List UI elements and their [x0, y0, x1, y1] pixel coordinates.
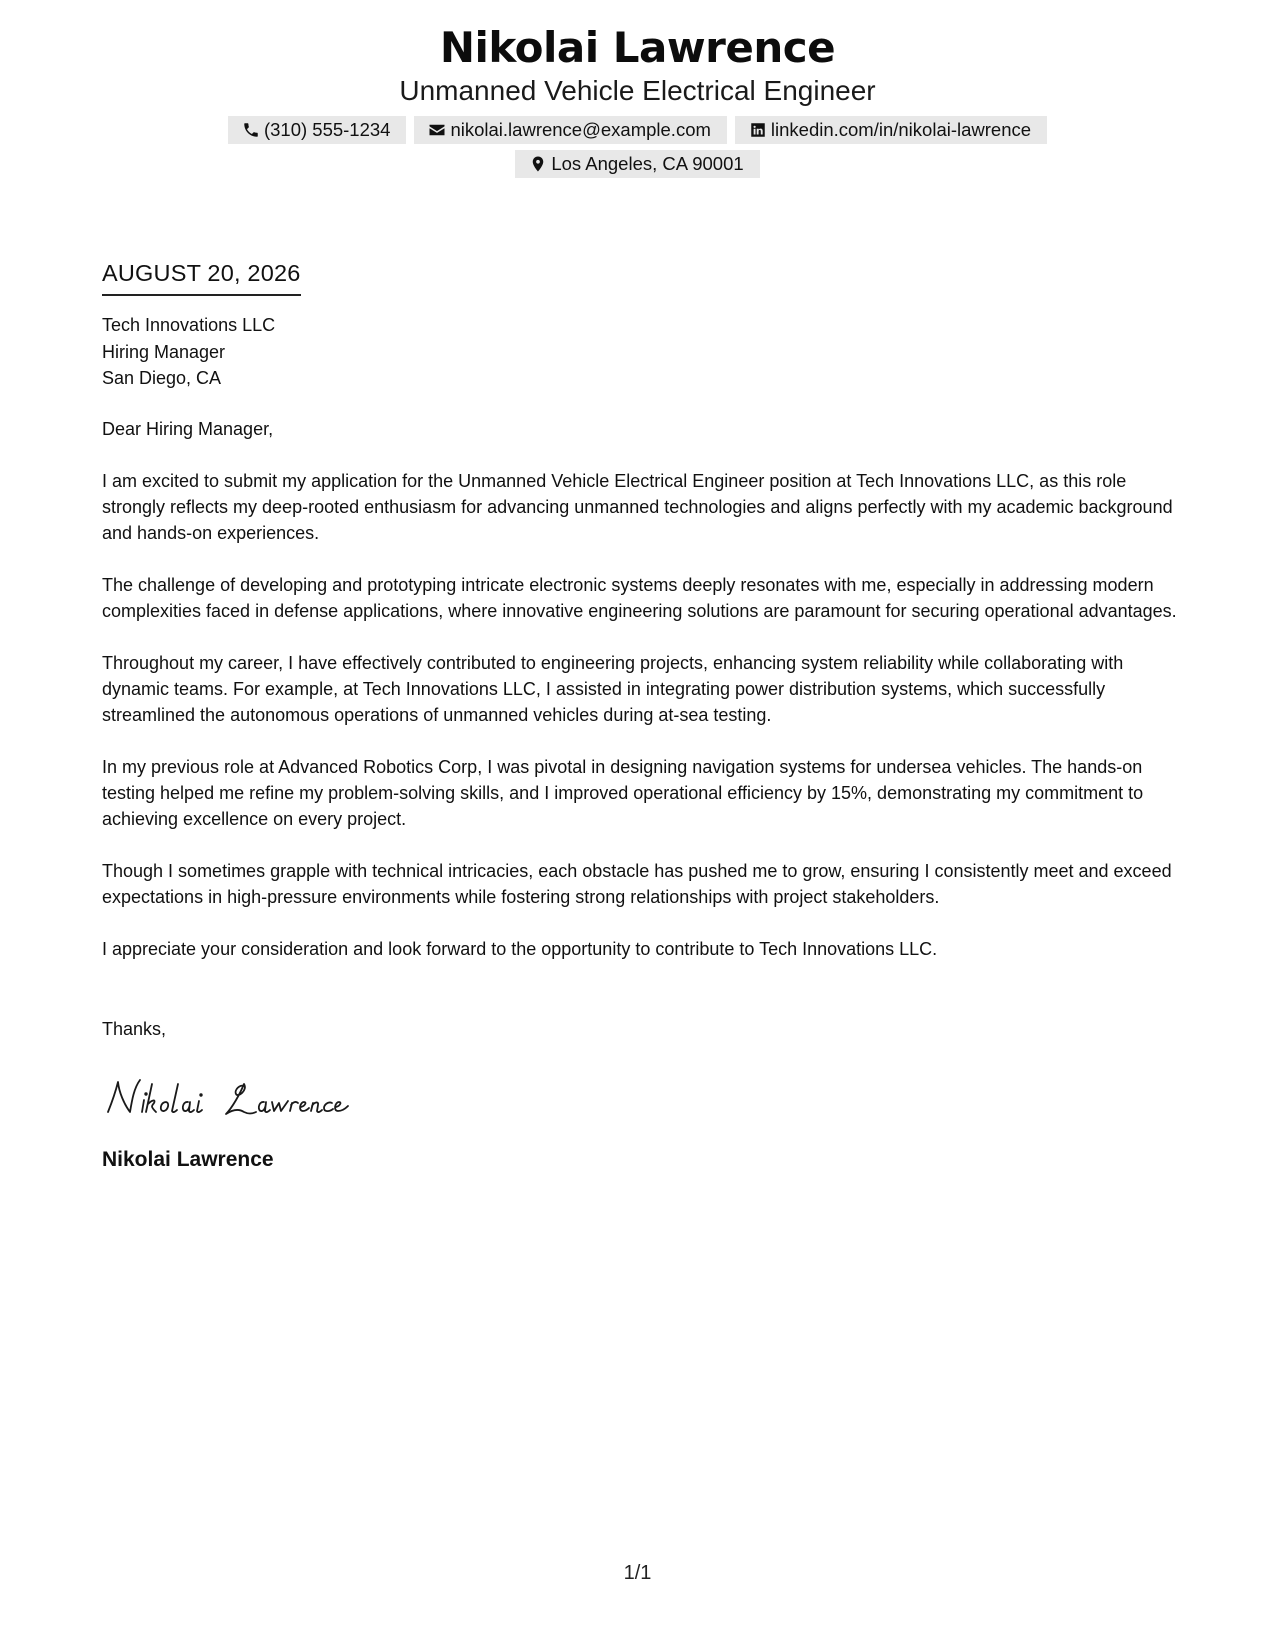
contact-linkedin[interactable] [735, 116, 1047, 144]
body-paragraph: Throughout my career, I have effectively contributed to engineering projects, enhancing system reliability while collaborating with dynamic teams. For example, at Tech Innovations LLC, I assisted in integrating power distribution systems, which successfully streamlined the autonomous operations of unmanned vehicles during at-sea testing. [102, 652, 1124, 725]
linkedin-text: linkedin.com/in/nikolai-lawrence [770, 119, 1032, 140]
email-text: nikolai.lawrence@example.com [450, 119, 711, 140]
body-paragraph: I am excited to submit my application for the Unmanned Vehicle Electrical Engineer position at Tech Innovations LLC, as this role strongly reflects my deep-rooted enthusiasm for advancing unmanned technologies and aligns perfectly with my academic background and hands-on experiences. [102, 470, 1173, 543]
signer-name: Nikolai Lawrence [102, 1147, 274, 1171]
contact-email[interactable] [414, 116, 726, 144]
contact-location [515, 150, 759, 178]
contact-bar [198, 116, 1078, 178]
letter-header [0, 22, 1275, 178]
body-paragraph: The challenge of developing and prototyping intricate electronic systems deeply resonates with me, especially in addressing modern complexities faced in defense applications, where innovative engineering solutions are paramount for securing operational advantages. [102, 574, 1177, 621]
contact-phone[interactable] [228, 116, 407, 144]
recipient-attention: Hiring Manager [102, 341, 226, 362]
map-pin-icon [529, 155, 547, 173]
phone-icon [242, 121, 260, 139]
applicant-name: Nikolai Lawrence [439, 23, 836, 72]
phone-text: (310) 555-1234 [263, 119, 391, 140]
handwritten-signature [102, 1072, 362, 1124]
body-paragraph: I appreciate your consideration and look forward to the opportunity to contribute to Tech Innovations LLC. [102, 938, 938, 959]
body-paragraph: Though I sometimes grapple with technical intricacies, each obstacle has pushed me to grow, ensuring I consistently meet and exceed expectations in high-pressure environments while fostering strong relationships with project stakeholders. [102, 860, 1172, 907]
recipient-block [102, 312, 1182, 392]
job-title: Unmanned Vehicle Electrical Engineer [399, 75, 876, 106]
letter-body [102, 258, 1182, 1174]
letter-date: AUGUST 20, 2026 [102, 258, 301, 296]
linkedin-icon [749, 121, 767, 139]
signature-image [102, 1072, 362, 1124]
closing: Thanks, [102, 1018, 167, 1039]
recipient-location: San Diego, CA [102, 368, 222, 388]
envelope-icon [428, 121, 446, 139]
page-number: 1/1 [623, 1562, 652, 1584]
salutation: Dear Hiring Manager, [102, 418, 274, 439]
body-paragraph: In my previous role at Advanced Robotics Corp, I was pivotal in designing navigation systems for undersea vehicles. The hands-on testing helped me refine my problem-solving skills, and I improved operational efficiency by 15%, demonstrating my commitment to achieving excellence on every project. [102, 756, 1144, 829]
recipient-company: Tech Innovations LLC [102, 315, 276, 335]
location-text: Los Angeles, CA 90001 [551, 153, 744, 174]
